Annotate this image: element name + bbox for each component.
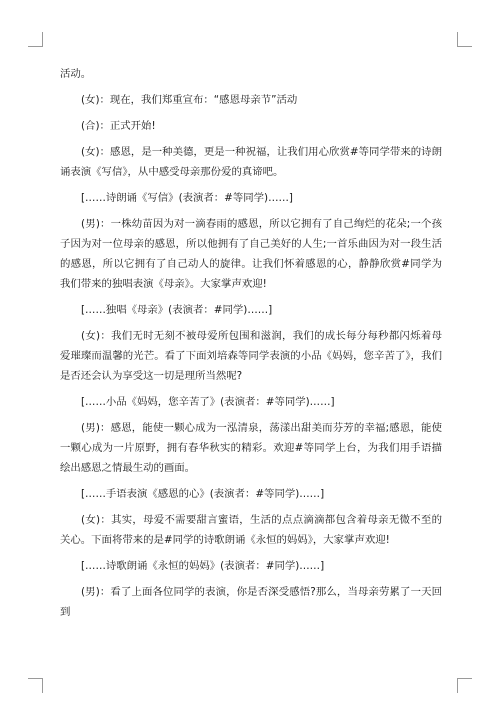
paragraph: (女)：感恩，是一种美德，更是一种祝福，让我们用心欣赏#等同学带来的诗朗诵表演《写信》，从中感受母亲那份爱的真谛吧。 — [60, 146, 442, 178]
paragraph: (女)：现在，我们郑重宣布：“感恩母亲节”活动 — [81, 94, 298, 106]
crop-mark-top-right — [457, 32, 472, 47]
document-body — [60, 64, 442, 628]
paragraph: [……独唱《母亲》(表演者：#同学)……] — [81, 304, 273, 316]
paragraph: 活动。 — [60, 68, 92, 80]
crop-mark-bottom-right — [457, 678, 472, 693]
paragraph: (女)：其实，母爱不需要甜言蜜语，生活的点点滴滴都包含着母亲无微不至的关心。下面将带来的是#同学的诗歌朗诵《永恒的妈妈》，大家掌声欢迎! — [60, 514, 442, 546]
paragraph: (女)：我们无时无刻不被母爱所包围和滋润，我们的成长每分每秒都闪烁着母爱璀璨而温馨的光芒。看了下面刘培森等同学表演的小品《妈妈，您辛苦了》，我们是否还会认为享受这一切是理所当然呢? — [60, 330, 442, 382]
crop-mark-bottom-left — [28, 678, 43, 693]
paragraph: (男)：看了上面各位同学的表演，你是否深受感悟?那么，当母亲劳累了一天回到 — [60, 586, 442, 618]
paragraph: (男)：一株幼苗因为对一滴春雨的感恩，所以它拥有了自己绚烂的花朵;一个孩子因为对一位母亲的感恩，所以他拥有了自己美好的人生;一首乐曲因为对一段生活的感恩，所以它拥有了自己动人的旋律。让我们怀着感恩的心，静静欣赏#同学为我们带来的独唱表演《母亲》。大家掌声欢迎! — [60, 218, 442, 290]
paragraph: [……小品《妈妈，您辛苦了》(表演者：#等同学)……] — [81, 396, 335, 408]
paragraph: [……手语表演《感恩的心》(表演者：#等同学)……] — [81, 488, 325, 500]
paragraph: [……诗朗诵《写信》(表演者：#等同学)……] — [81, 192, 293, 204]
paragraph: [……诗歌朗诵《永恒的妈妈》(表演者：#同学)……] — [81, 560, 325, 572]
paragraph: (合)：正式开始! — [81, 120, 156, 132]
crop-mark-top-left — [28, 32, 43, 47]
paragraph: (男)：感恩，能使一颗心成为一泓清泉，荡漾出甜美而芬芳的幸福;感恩，能使一颗心成为一片原野，拥有春华秋实的精彩。欢迎#等同学上台，为我们用手语描绘出感恩之情最生动的画面。 — [60, 422, 442, 474]
